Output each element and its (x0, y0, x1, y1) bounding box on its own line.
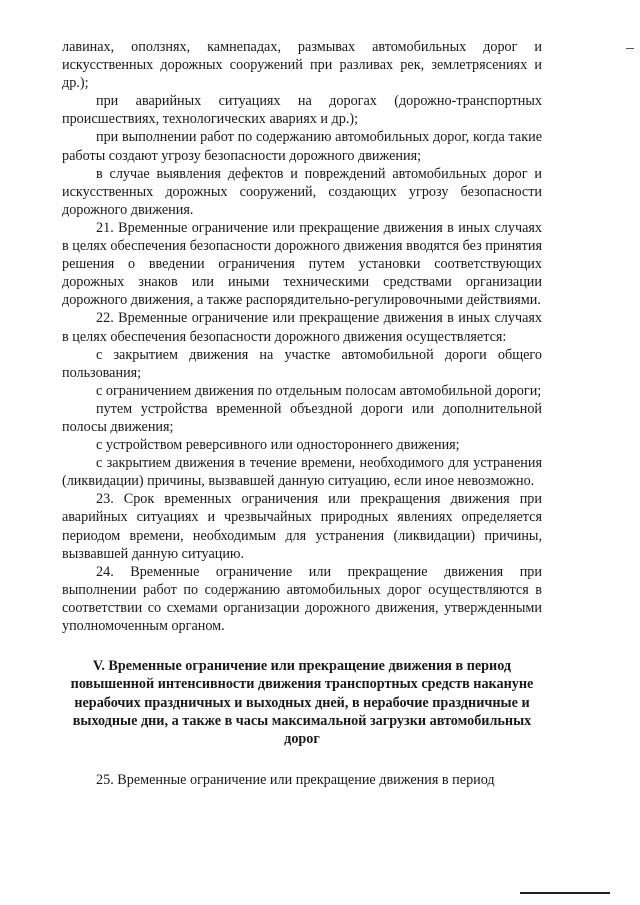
paragraph-maintenance-works: при выполнении работ по содержанию автомобильных дорог, когда такие работы создают угрозу безопасности дорожного движения; (62, 129, 542, 164)
clause-22-item-detour: путем устройства временной объездной дороги или дополнительной полосы движения; (62, 400, 542, 435)
clause-22-item-closure: с закрытием движения на участке автомобильной дороги общего пользования; (62, 346, 542, 381)
clause-24: 24. Временные ограничение или прекращение движения при выполнении работ по содержанию автомобильных дорог осуществляются в соответствии со схемами организации дорожного движения, утвержденными уполномоченным органом. (62, 563, 542, 634)
clause-22: 22. Временные ограничение или прекращение движения в иных случаях в целях обеспечения безопасности дорожного движения осуществляется: (62, 310, 542, 345)
clause-22-item-reversible: с устройством реверсивного или одностороннего движения; (96, 437, 460, 454)
clause-25: 25. Временные ограничение или прекращение движения в период (96, 771, 495, 788)
clause-22-item-lanes: с ограничением движения по отдельным полосам автомобильной дороги; (96, 382, 542, 399)
paragraph-emergency-situations: при аварийных ситуациях на дорогах (дорожно-транспортных происшествиях, технологических авариях и др.); (62, 93, 542, 128)
clause-23: 23. Срок временных ограничения или прекращения движения при аварийных ситуациях и чрезвычайных природных явлениях определяется периодом времени, необходимым для устранения (ликвидации) причины, вызвавшей данную ситуацию. (62, 491, 542, 562)
document-page (62, 38, 542, 789)
clause-21: 21. Временные ограничение или прекращение движения в иных случаях в целях обеспечения безопасности дорожного движения вводятся без принятия решения о введении ограничения путем установки соответствующих дорожных знаков или иными техническими средствами организации дорожного движения, а также распорядительно-регулировочными действиями. (62, 219, 542, 309)
paragraph-continuation: лавинах, оползнях, камнепадах, размывах автомобильных дорог и искусственных дорожных сооружений при разливах рек, землетрясениях и др.); (62, 39, 542, 92)
paragraph-defects: в случае выявления дефектов и повреждений автомобильных дорог и искусственных дорожных сооружений, создающих угрозу безопасности дорожного движения. (62, 165, 542, 218)
footer-rule (520, 892, 610, 894)
section-heading: V. Временные ограничение или прекращение движения в период повышенной интенсивности движения транспортных средств накануне нерабочих праздничных и выходных дней, в нерабочие праздничные и выходные дни, а также в часы максимальной загрузки автомобильных дорог (70, 658, 534, 748)
clause-22-item-temporary-closure: с закрытием движения в течение времени, необходимого для устранения (ликвидации) причины, вызвавшей данную ситуацию, если иное невозможно. (62, 455, 542, 490)
scan-mark (626, 48, 634, 49)
